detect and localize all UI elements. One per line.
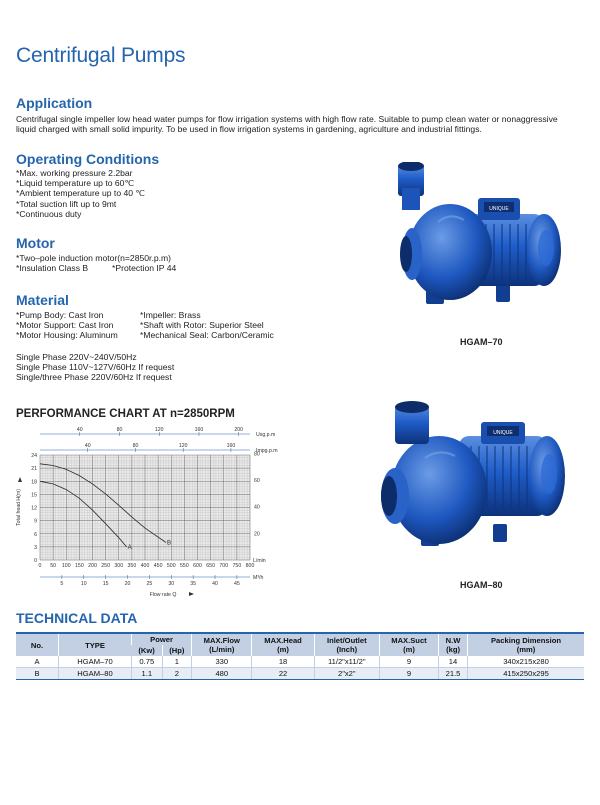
x-tick-label: 300 [114, 563, 124, 569]
technical-data-table [16, 632, 584, 680]
y-tick-label: 24 [31, 453, 37, 459]
col-maxflow-header [192, 633, 252, 656]
y-tick-label: 18 [31, 479, 37, 486]
cell-no: A [16, 656, 59, 668]
usgpm-tick-label: 160 [194, 427, 204, 433]
nameplate-text: UNIQUE [493, 430, 513, 436]
y-tick-label: 6 [34, 531, 37, 538]
cell-suct: 9 [379, 668, 438, 680]
pump-caption-hgam-80: HGAM–80 [460, 580, 503, 590]
m3h-tick-label: 10 [80, 581, 87, 587]
m3h-tick-label: 45 [233, 581, 240, 587]
col-inlet-unit: (Inch) [336, 645, 358, 654]
cell-flow: 330 [192, 656, 252, 668]
operating-item: *Max. working pressure 2.2bar [16, 168, 133, 178]
material-left-list [16, 310, 118, 341]
col-type-header: TYPE [59, 633, 132, 656]
impgpm-tick-label: 120 [178, 443, 188, 449]
col-kw-header: (Kw) [132, 645, 163, 656]
col-packing-header [468, 633, 585, 656]
m3h-unit-label: M³/h [253, 575, 264, 581]
x-tick-label: 50 [50, 563, 57, 569]
application-line: liquid charged with small solid impurity. To be used in flow irrigation systems in gardening, agriculture and industrial fittings. [16, 124, 482, 135]
cell-type: HGAM–70 [59, 656, 132, 668]
pump-image-hgam-70 [378, 162, 588, 337]
motor-protection: *Protection IP 44 [112, 263, 177, 273]
y-tick-label: 12 [31, 505, 37, 512]
material-item: *Motor Support: Cast Iron [16, 320, 114, 331]
y-tick-label: 9 [34, 518, 37, 525]
material-item: *Shaft with Rotor: Superior Steel [140, 320, 264, 331]
cell-packing: 340x215x280 [468, 656, 585, 668]
cell-inlet: 2"x2" [314, 668, 379, 680]
x-tick-label: 200 [88, 563, 97, 569]
phase-item: Single Phase 110V~127V/60Hz If request [16, 362, 175, 373]
cell-kw: 0.75 [132, 656, 163, 668]
page-title: Centrifugal Pumps [16, 44, 186, 67]
material-item: *Motor Housing: Aluminum [16, 330, 118, 341]
motor-list [16, 253, 171, 263]
table-header-row [16, 633, 584, 645]
operating-list [16, 168, 145, 219]
cell-head: 22 [252, 668, 314, 680]
application-line: Centrifugal single impeller low head water pumps for flow irrigation systems with high flow rate. Suitable to pump clean water or nonaggressive [16, 114, 558, 124]
x-tick-label: 450 [153, 563, 163, 569]
y-tick-label: 21 [31, 466, 37, 473]
cell-head: 18 [252, 656, 314, 668]
usgpm-tick-label: 80 [116, 427, 123, 433]
motor-heading: Motor [16, 235, 55, 251]
cell-nw: 21.5 [439, 668, 468, 680]
application-text [16, 114, 558, 134]
feet-tick-label: 20 [254, 531, 260, 538]
y-tick-label: 15 [31, 492, 37, 499]
cell-inlet: 11/2"x11/2" [314, 656, 379, 668]
col-maxsuct-header [379, 633, 438, 656]
phase-item: Single/three Phase 220V/60Hz If request [16, 372, 172, 383]
operating-item: *Liquid temperature up to 60℃ [16, 178, 135, 189]
cell-kw: 1.1 [132, 668, 163, 680]
x-tick-label: 350 [127, 563, 137, 569]
x-tick-label: 700 [219, 563, 229, 569]
x-tick-label: 500 [166, 563, 176, 569]
table-row [16, 668, 584, 680]
material-item: *Impeller: Brass [140, 310, 201, 320]
x-tick-label: 400 [140, 563, 150, 569]
pump-image-hgam-80 [365, 400, 585, 577]
usgpm-unit-label: Usg.p.m [256, 432, 276, 438]
usgpm-tick-label: 120 [154, 427, 164, 433]
x-tick-label: 600 [193, 563, 202, 569]
pump-caption-hgam-70: HGAM–70 [460, 337, 503, 347]
col-maxsuct-title: MAX.Suct [391, 636, 427, 645]
motor-insulation: *Insulation Class B [16, 263, 89, 273]
col-maxhead-unit: (m) [277, 645, 289, 654]
col-packing-title: Packing Dimension [490, 636, 562, 645]
cell-hp: 1 [162, 656, 192, 668]
cell-hp: 2 [162, 668, 192, 680]
col-packing-unit: (mm) [516, 645, 536, 654]
m3h-tick-label: 40 [212, 581, 218, 587]
col-maxsuct-unit: (m) [403, 645, 415, 654]
col-maxhead-title: MAX.Head [264, 636, 302, 645]
impgpm-tick-label: 80 [132, 443, 139, 449]
nameplate-text: UNIQUE [489, 206, 509, 212]
cell-packing: 415x250x295 [468, 668, 585, 680]
col-hp-header: (Hp) [162, 645, 192, 656]
m3h-tick-label: 15 [102, 581, 109, 587]
col-power-header: Power [132, 633, 192, 645]
performance-chart [0, 420, 300, 600]
feet-tick-label: 60 [254, 477, 260, 484]
cell-no: B [16, 668, 59, 680]
y-tick-label: 0 [34, 558, 37, 564]
technical-data-heading: TECHNICAL DATA [16, 610, 138, 626]
col-maxflow-title: MAX.Flow [203, 636, 240, 645]
usgpm-tick-label: 200 [234, 427, 244, 433]
col-nw-unit: (kg) [446, 645, 460, 654]
cell-flow: 480 [192, 668, 252, 680]
cell-type: HGAM–80 [59, 668, 132, 680]
col-inlet-title: Inlet/Outlet [326, 636, 367, 645]
m3h-tick-label: 35 [190, 581, 197, 587]
col-nw-title: N.W [445, 636, 461, 645]
operating-heading: Operating Conditions [16, 151, 160, 167]
operating-item: *Ambient temperature up to 40 ℃ [16, 188, 146, 199]
feet-tick-label: 80 [254, 451, 260, 458]
phase-list [16, 352, 174, 383]
y-axis-arrow [18, 477, 22, 482]
col-no-header: No. [16, 633, 59, 656]
application-heading: Application [16, 95, 93, 111]
col-inlet-header [314, 633, 379, 656]
m3h-tick-label: 30 [168, 581, 175, 587]
impgpm-unit-label: Impg.p.m [256, 448, 278, 454]
x-tick-label: 0 [38, 563, 42, 569]
x-axis-arrow [189, 592, 194, 596]
m3h-tick-label: 25 [146, 581, 153, 587]
curve-label-a: A [127, 544, 132, 551]
chart-title: PERFORMANCE CHART AT n=2850RPM [16, 408, 235, 420]
m3h-tick-label: 5 [60, 581, 64, 587]
x-tick-label: 100 [61, 563, 71, 569]
operating-item: *Total suction lift up to 9mt [16, 198, 117, 209]
material-item: *Pump Body: Cast Iron [16, 310, 104, 320]
operating-item: *Continuous duty [16, 208, 82, 219]
impgpm-tick-label: 40 [84, 443, 91, 449]
x-tick-label: 550 [180, 563, 189, 569]
cell-suct: 9 [379, 656, 438, 668]
x-unit-label: L/min [253, 558, 266, 564]
x-tick-label: 800 [245, 563, 255, 569]
usgpm-tick-label: 40 [76, 427, 83, 433]
material-heading: Material [16, 292, 69, 308]
cell-nw: 14 [439, 656, 468, 668]
col-maxhead-header [252, 633, 314, 656]
col-nw-header [439, 633, 468, 656]
x-tick-label: 150 [75, 563, 84, 569]
m3h-tick-label: 20 [124, 581, 131, 587]
col-maxflow-unit: (L/min) [209, 645, 235, 654]
x-axis-label: Flow rate Q [149, 592, 177, 598]
motor-item: *Two–pole induction motor(n=2850r.p.m) [16, 253, 172, 263]
x-tick-label: 250 [101, 563, 110, 569]
material-right-list [140, 310, 274, 341]
table-row [16, 656, 584, 668]
phase-item: Single Phase 220V~240V/50Hz [16, 352, 137, 362]
y-axis-label: Total head H(m) [16, 489, 22, 526]
feet-tick-label: 40 [254, 504, 260, 511]
curve-label-b: B [167, 540, 172, 547]
x-tick-label: 750 [232, 563, 242, 569]
impgpm-tick-label: 160 [226, 443, 236, 449]
material-item: *Mechanical Seal: Carbon/Ceramic [140, 330, 274, 341]
x-tick-label: 650 [206, 563, 215, 569]
y-tick-label: 3 [34, 544, 37, 551]
